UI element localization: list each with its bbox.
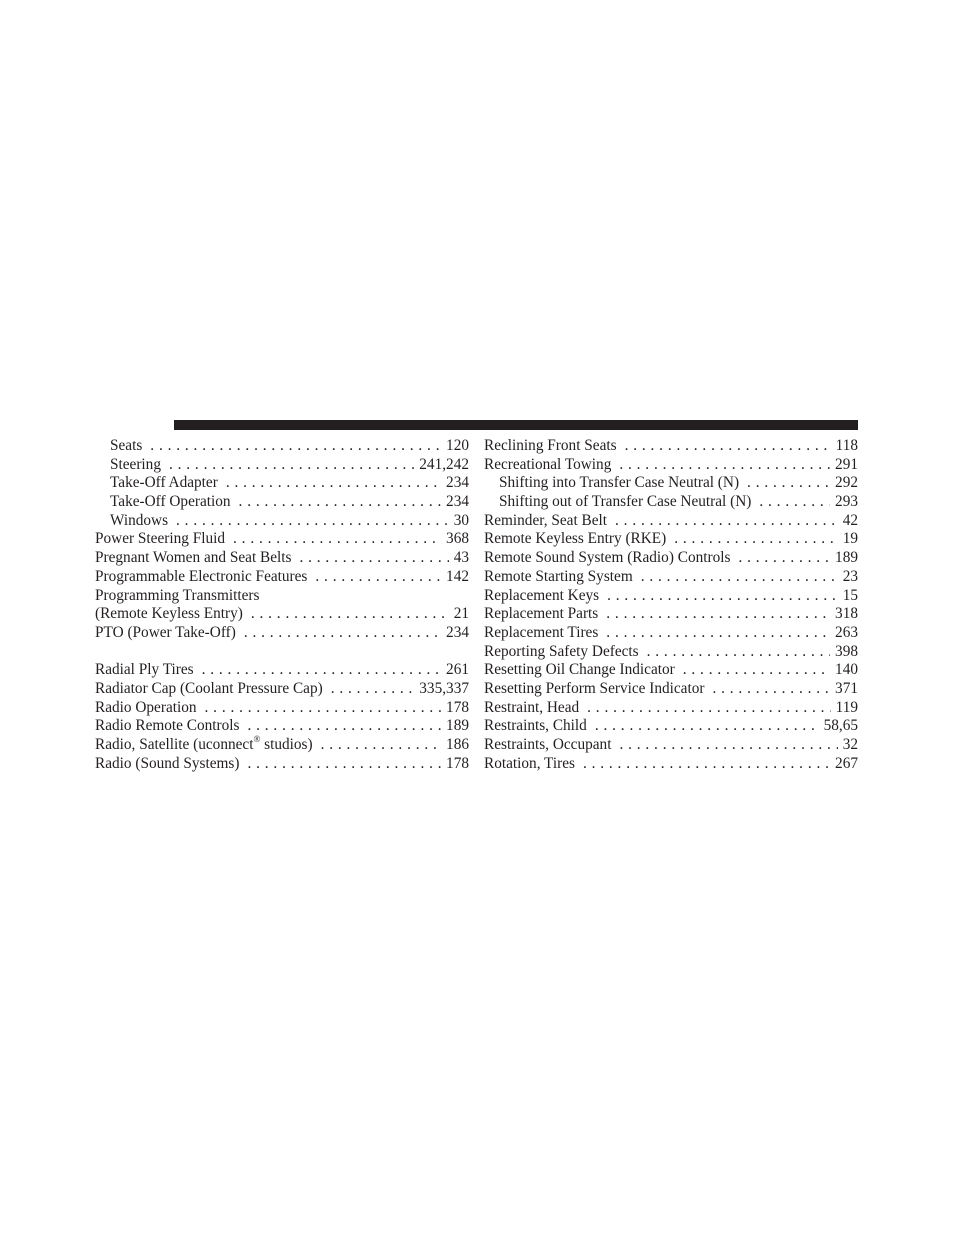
- dot-leader: [607, 587, 838, 606]
- index-entry-label: Shifting into Transfer Case Neutral (N): [499, 474, 740, 492]
- index-entry-programming-transmitters: [95, 587, 469, 606]
- index-entry-radio-operation: [95, 699, 469, 718]
- index-entry-page: 23: [842, 567, 858, 585]
- index-entry-label: Programmable Electronic Features: [95, 567, 308, 585]
- index-entry-radial-ply-tires: [95, 661, 469, 680]
- index-entry-take-off-operation: [95, 493, 469, 512]
- index-entry-label: Remote Starting System: [484, 567, 633, 585]
- index-entry-label: Reporting Safety Defects: [484, 642, 639, 660]
- dot-leader: [738, 549, 830, 568]
- dot-leader: [226, 474, 441, 493]
- dot-leader: [625, 437, 831, 456]
- index-entry-label: Radial Ply Tires: [95, 661, 194, 679]
- index-entry-page: 119: [835, 698, 858, 716]
- index-entry-label: Pregnant Women and Seat Belts: [95, 549, 292, 567]
- index-entry-page: 234: [446, 474, 469, 492]
- index-entry-page: 234: [446, 493, 469, 511]
- index-entry-label: Remote Sound System (Radio) Controls: [484, 549, 731, 567]
- index-entry-label: Resetting Oil Change Indicator: [484, 661, 675, 679]
- dot-leader: [583, 755, 830, 774]
- index-entry-page: 32: [842, 736, 858, 753]
- index-entry-programmable-electronic-features: [95, 568, 469, 587]
- dot-leader: [315, 568, 441, 587]
- dot-leader: [759, 493, 830, 512]
- index-entry-radio-remote-controls: [95, 717, 469, 736]
- dot-leader: [239, 493, 442, 512]
- index-entry-page: 58,65: [823, 717, 858, 735]
- header-rule-bar: [174, 420, 858, 430]
- index-entry-radio-sound-systems: [95, 755, 469, 774]
- index-entry-shifting-into-transfer-case-neutral-n: [484, 474, 858, 493]
- index-entry-page: 292: [835, 474, 858, 492]
- index-entry-remote-sound-system-radio-controls: [484, 549, 858, 568]
- dot-leader: [176, 512, 449, 531]
- index-entry-page: 234: [446, 623, 469, 641]
- index-entry-restraints-child: [484, 717, 858, 736]
- index-entry-label: Replacement Tires: [484, 623, 599, 641]
- index-entry-pregnant-women-and-seat-belts: [95, 549, 469, 568]
- dot-leader: [169, 456, 414, 475]
- index-entry-page: 21: [453, 605, 469, 623]
- index-entry-seats: [95, 437, 469, 456]
- index-entry-remote-keyless-entry: [95, 605, 469, 624]
- index-entry-label: Radiator Cap (Coolant Pressure Cap): [95, 679, 323, 697]
- index-entry-label: Reclining Front Seats: [484, 437, 617, 454]
- index-entry-power-steering-fluid: [95, 530, 469, 549]
- index-entry-shifting-out-of-transfer-case-neutral-n: [484, 493, 858, 512]
- dot-leader: [321, 736, 441, 755]
- index-entry-page: 398: [835, 642, 858, 660]
- index-entry-page: 186: [446, 736, 469, 753]
- index-entry-label: Power Steering Fluid: [95, 530, 226, 548]
- dot-leader: [251, 605, 449, 624]
- index-entry-page: 30: [453, 511, 469, 529]
- index-entry-label: Radio, Satellite (uconnect® studios): [95, 733, 313, 753]
- index-entry-page: 335,337: [419, 679, 469, 697]
- index-entry-resetting-oil-change-indicator: [484, 661, 858, 680]
- dot-leader: [247, 717, 441, 736]
- index-entry-label: Radio Remote Controls: [95, 717, 240, 735]
- index-entry-label: Restraints, Occupant: [484, 736, 612, 753]
- index-entry-remote-keyless-entry-rke: [484, 530, 858, 549]
- dot-leader: [244, 624, 441, 643]
- index-entry-label: Resetting Perform Service Indicator: [484, 679, 705, 697]
- index-entry-replacement-keys: [484, 587, 858, 606]
- index-entry-label: Programming Transmitters: [95, 586, 260, 604]
- index-entry-restraint-head: [484, 699, 858, 718]
- index-entry-page: 142: [446, 567, 469, 585]
- dot-leader: [747, 474, 830, 493]
- index-entry-label: Seats: [110, 437, 143, 454]
- dot-leader: [674, 530, 837, 549]
- index-entry-label: Take-Off Adapter: [110, 474, 218, 492]
- index-entry-label: Replacement Parts: [484, 605, 599, 623]
- index-entry-page: 42: [842, 511, 858, 529]
- index-entry-page: 318: [835, 605, 858, 623]
- dot-leader: [595, 717, 819, 736]
- index-entry-radio-satellite-uconnect: [95, 733, 469, 755]
- index-entry-steering: [95, 456, 469, 475]
- dot-leader: [647, 643, 830, 662]
- index-entry-blank: [95, 643, 469, 662]
- index-entry-page: 15: [842, 586, 858, 604]
- dot-leader: [619, 736, 837, 755]
- index-entry-reclining-front-seats: [484, 437, 858, 456]
- index-entry-page: 118: [835, 437, 858, 454]
- index-entry-page: 267: [835, 754, 858, 772]
- index-entry-label: Recreational Towing: [484, 455, 612, 473]
- dot-leader: [683, 661, 830, 680]
- index-entry-label: Radio Operation: [95, 698, 197, 716]
- index-entry-take-off-adapter: [95, 474, 469, 493]
- index-entry-resetting-perform-service-indicator: [484, 680, 858, 699]
- index-entry-label: Steering: [110, 455, 161, 473]
- index-entry-label: Replacement Keys: [484, 586, 600, 604]
- index-entry-label: Shifting out of Transfer Case Neutral (N): [499, 493, 752, 511]
- index-entry-recreational-towing: [484, 456, 858, 475]
- index-entry-label: Remote Keyless Entry (RKE): [484, 530, 667, 548]
- index-entry-rotation-tires: [484, 755, 858, 774]
- dot-leader: [331, 680, 415, 699]
- index-entry-page: 263: [835, 623, 858, 641]
- dot-leader: [247, 755, 441, 774]
- dot-leader: [202, 661, 441, 680]
- index-entry-label: PTO (Power Take-Off): [95, 623, 236, 641]
- index-entry-label: Rotation, Tires: [484, 754, 575, 772]
- dot-leader: [299, 549, 448, 568]
- index-entry-pto-power-take-off: [95, 624, 469, 643]
- index-entry-label: Restraint, Head: [484, 698, 580, 716]
- index-entry-page: 189: [446, 717, 469, 735]
- index-entry-page: 19: [842, 530, 858, 548]
- index-entry-label: Restraints, Child: [484, 717, 587, 735]
- dot-leader: [205, 699, 442, 718]
- dot-leader: [233, 530, 441, 549]
- dot-leader: [641, 568, 838, 587]
- index-entry-label: Reminder, Seat Belt: [484, 511, 608, 529]
- index-entry-page: 261: [446, 661, 469, 679]
- index-entry-restraints-occupant: [484, 736, 858, 755]
- dot-leader: [606, 605, 830, 624]
- index-entry-page: 293: [835, 493, 858, 511]
- index-entry-reporting-safety-defects: [484, 643, 858, 662]
- dot-leader: [712, 680, 830, 699]
- dot-leader: [619, 456, 830, 475]
- index-entry-page: 43: [453, 549, 469, 567]
- index-entry-label: Take-Off Operation: [110, 493, 231, 511]
- index-entry-page: 368: [446, 530, 469, 548]
- index-entry-page: 178: [446, 698, 469, 716]
- dot-leader: [587, 699, 830, 718]
- index-entry-remote-starting-system: [484, 568, 858, 587]
- index-entry-windows: [95, 512, 469, 531]
- dot-leader: [606, 624, 830, 643]
- index-entry-label: Windows: [110, 511, 169, 529]
- dot-leader: [150, 437, 441, 456]
- index-entry-radiator-cap-coolant-pressure-cap: [95, 680, 469, 699]
- index-entry-page: 140: [835, 661, 858, 679]
- index-entry-page: 178: [446, 754, 469, 772]
- index-entry-label: Radio (Sound Systems): [95, 754, 240, 772]
- index-column-right: [484, 437, 858, 773]
- index-entry-replacement-parts: [484, 605, 858, 624]
- index-entry-replacement-tires: [484, 624, 858, 643]
- index-entry-page: 120: [446, 437, 469, 454]
- index-entry-page: 189: [835, 549, 858, 567]
- dot-leader: [615, 512, 838, 531]
- index-entry-label: (Remote Keyless Entry): [95, 605, 243, 623]
- index-entry-page: 291: [835, 455, 858, 473]
- index-entry-page: 241,242: [419, 455, 469, 473]
- index-entry-page: 371: [835, 679, 858, 697]
- index-entry-reminder-seat-belt: [484, 512, 858, 531]
- index-column-left: [95, 437, 469, 773]
